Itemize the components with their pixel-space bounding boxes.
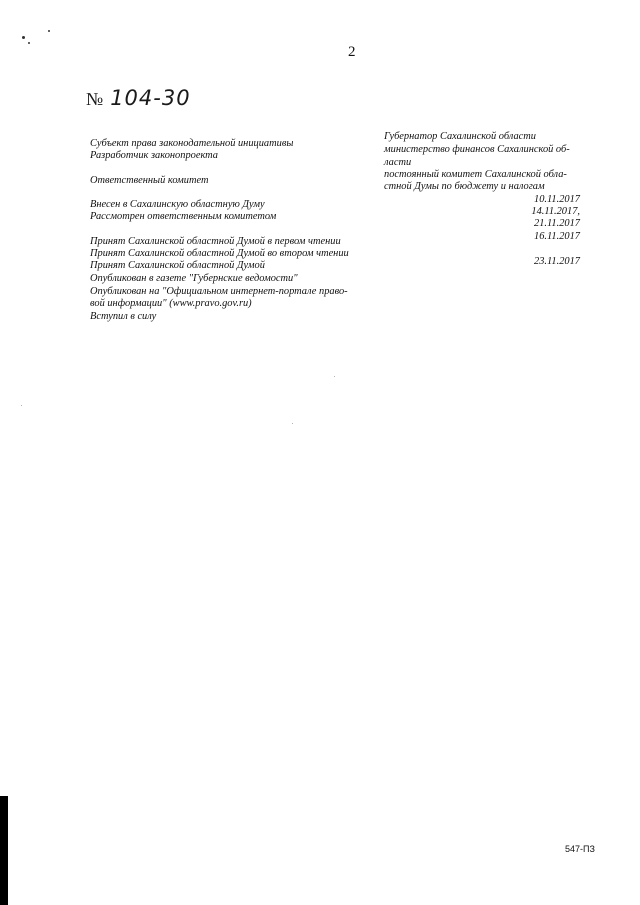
- published-portal-label-line2: вой информации" (www.pravo.gov.ru): [90, 298, 252, 309]
- submitted-date: 10.11.2017: [534, 194, 580, 205]
- scan-speck: [292, 423, 293, 424]
- scan-speck: [334, 376, 335, 377]
- scan-edge-bar: [0, 796, 8, 905]
- scan-speck: [48, 30, 50, 32]
- number-sign: №: [86, 89, 105, 109]
- subject-label: Субъект права законодательной инициативы: [90, 138, 294, 149]
- second-reading-label: Принят Сахалинской областной Думой во втором чтении: [90, 248, 349, 259]
- developer-value-line1: министерство финансов Сахалинской об-: [384, 144, 570, 155]
- adopted-date: 23.11.2017: [534, 256, 580, 267]
- document-registration-number: [86, 86, 191, 110]
- adopted-label: Принят Сахалинской областной Думой: [90, 260, 265, 271]
- first-reading-date: 16.11.2017: [534, 231, 580, 242]
- scan-speck: [22, 36, 25, 39]
- in-force-label: Вступил в силу: [90, 311, 157, 322]
- scan-speck: [21, 405, 22, 406]
- committee-value-line2: стной Думы по бюджету и налогам: [384, 181, 545, 192]
- published-gazette-label: Опубликован в газете "Губернские ведомости": [90, 273, 298, 284]
- page-number: 2: [348, 44, 356, 60]
- published-portal-label-line1: Опубликован на "Официальном интернет-портале право-: [90, 286, 348, 297]
- reviewed-date-1: 14.11.2017,: [531, 206, 580, 217]
- committee-value-line1: постоянный комитет Сахалинской обла-: [384, 169, 567, 180]
- developer-label: Разработчик законопроекта: [90, 150, 218, 161]
- committee-label: Ответственный комитет: [90, 175, 209, 186]
- handwritten-number: 104-30: [110, 86, 191, 110]
- footer-code: 547-ПЗ: [565, 844, 595, 854]
- submitted-label: Внесен в Сахалинскую областную Думу: [90, 199, 265, 210]
- reviewed-date-2: 21.11.2017: [534, 218, 580, 229]
- subject-value: Губернатор Сахалинской области: [384, 131, 536, 142]
- developer-value-line2: ласти: [384, 157, 412, 168]
- scan-speck: [28, 42, 30, 44]
- first-reading-label: Принят Сахалинской областной Думой в первом чтении: [90, 236, 341, 247]
- reviewed-label: Рассмотрен ответственным комитетом: [90, 211, 277, 222]
